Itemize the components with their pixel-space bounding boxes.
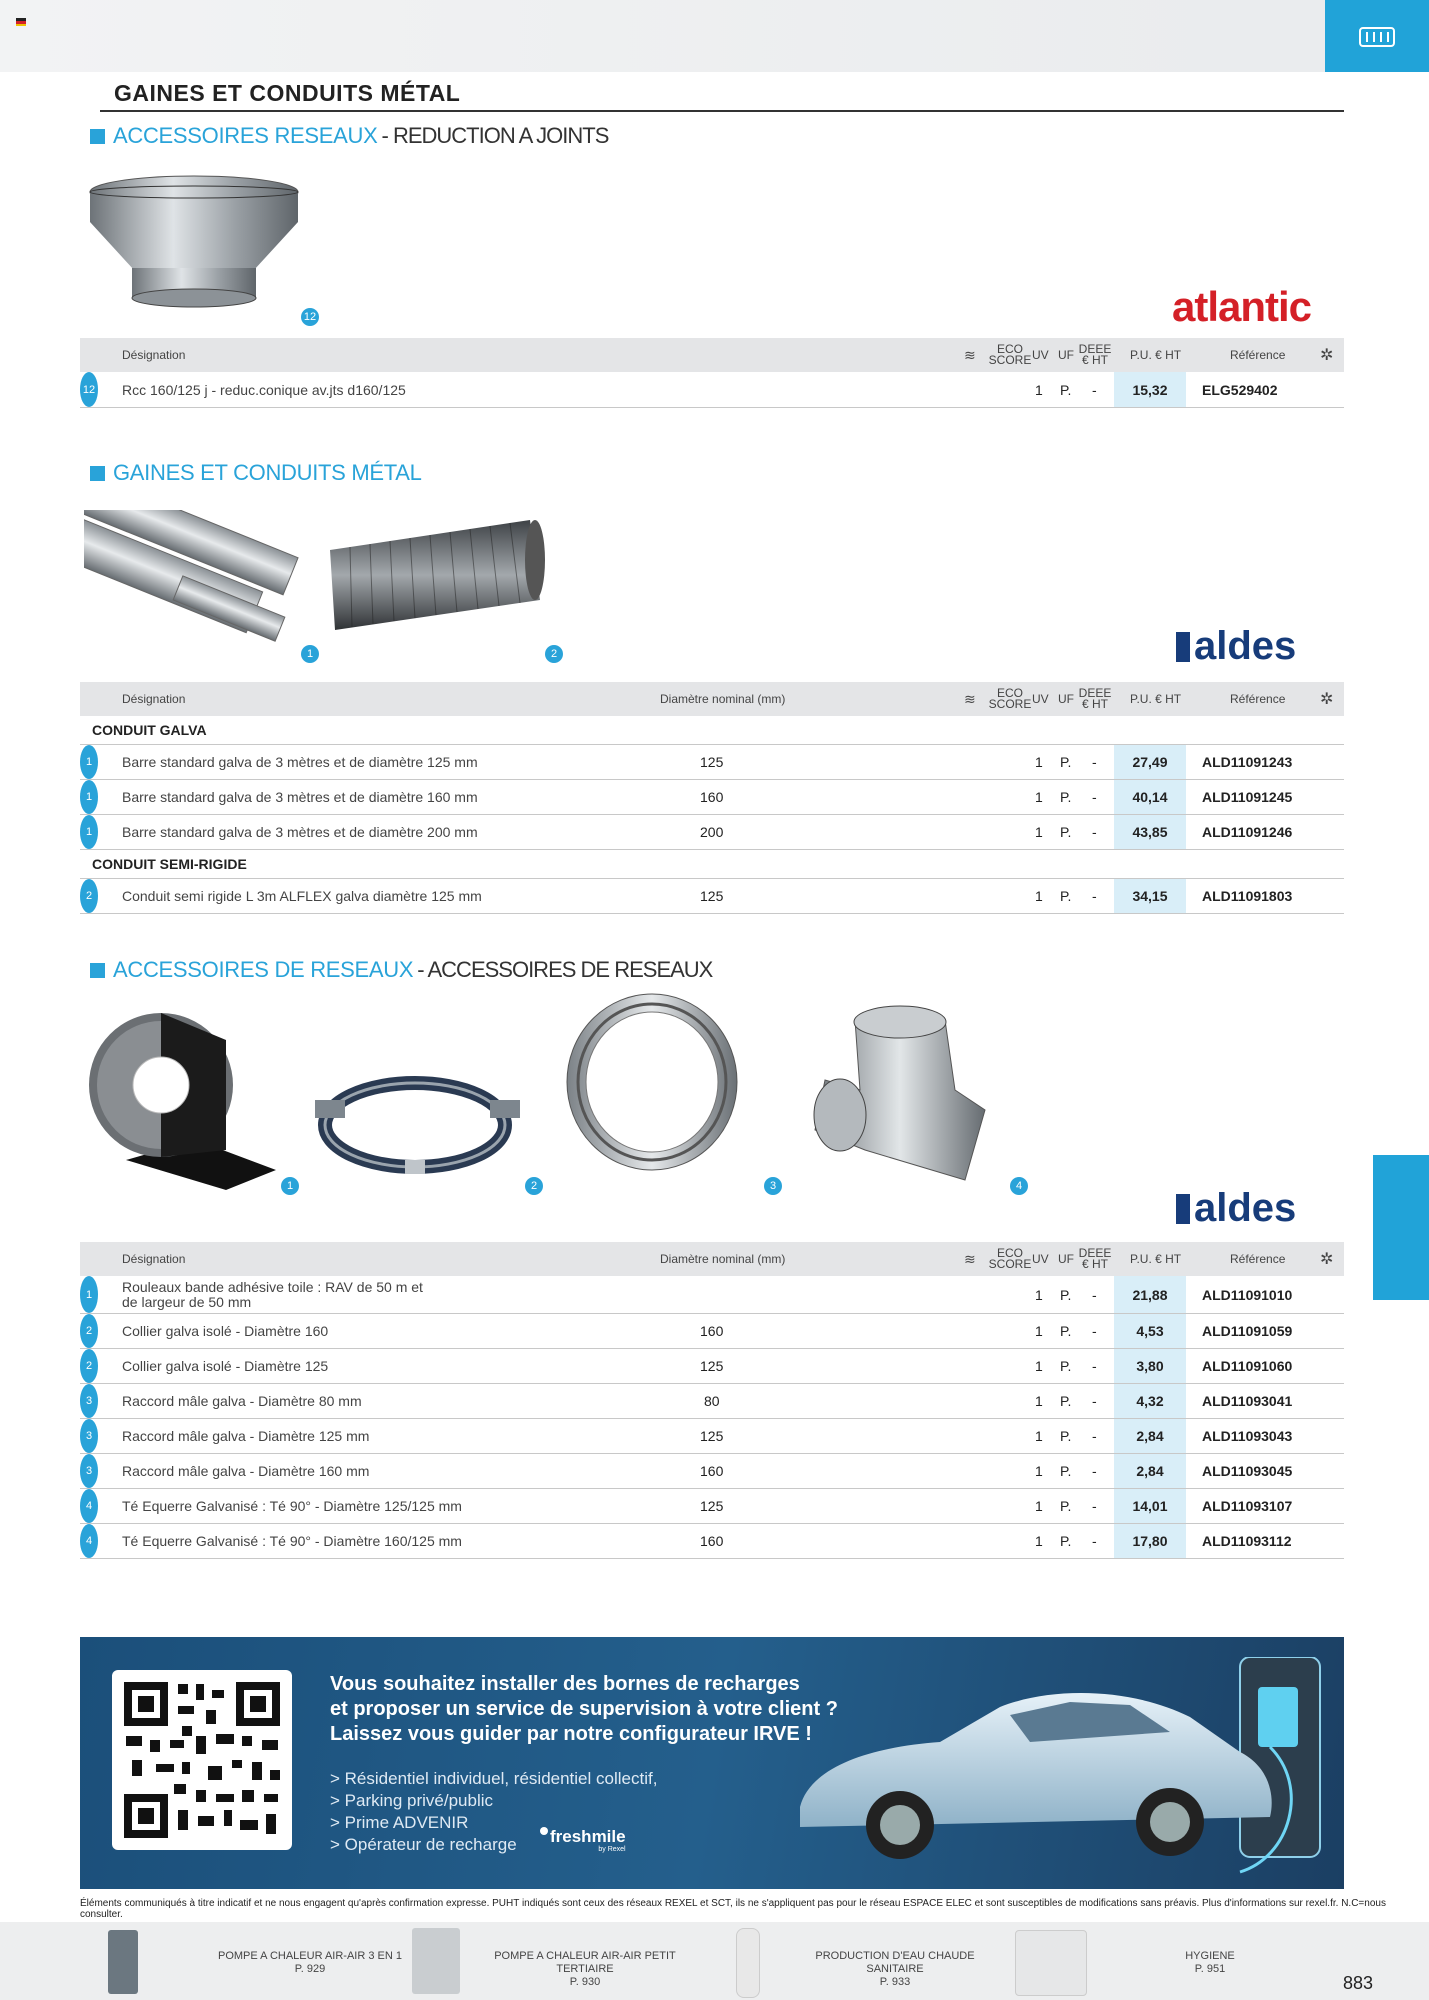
section3-title: ACCESSOIRES DE RESEAUX bbox=[113, 957, 414, 982]
row-diam: 80 bbox=[704, 1393, 720, 1409]
row-designation: Té Equerre Galvanisé : Té 90° - Diamètre 160/125 mm bbox=[122, 1533, 462, 1549]
section2-title: GAINES ET CONDUITS MÉTAL bbox=[113, 460, 422, 485]
wifi-icon: ≋ bbox=[964, 346, 976, 363]
table-row[interactable] bbox=[80, 1384, 1344, 1419]
col-deee: DEEE € HT bbox=[1078, 1246, 1112, 1271]
row-designation: Barre standard galva de 3 mètres et de diamètre 160 mm bbox=[122, 789, 478, 805]
row-ref[interactable]: ALD11091245 bbox=[1202, 789, 1293, 805]
row-price: 14,01 bbox=[1114, 1489, 1186, 1523]
row-diam: 125 bbox=[700, 1358, 724, 1374]
row-uf: P. bbox=[1060, 888, 1072, 904]
qr-code-pattern bbox=[112, 1670, 292, 1850]
table-header bbox=[80, 1242, 1344, 1276]
tee-image bbox=[805, 1000, 1005, 1190]
row-price: 3,80 bbox=[1114, 1349, 1186, 1383]
row-diam: 125 bbox=[700, 888, 724, 904]
top-bar bbox=[0, 0, 1429, 72]
freshmile-logo-text: freshmile bbox=[550, 1827, 626, 1846]
row-designation: Collier galva isolé - Diamètre 125 bbox=[122, 1358, 329, 1374]
banner-bullet: > Parking privé/public bbox=[330, 1791, 494, 1810]
row-uv: 1 bbox=[1035, 1463, 1043, 1479]
row-badge: 2 bbox=[80, 879, 98, 913]
col-pu: P.U. € HT bbox=[1130, 692, 1182, 706]
col-uv: UV bbox=[1032, 348, 1049, 362]
collar-image bbox=[310, 1070, 525, 1190]
footer-link-label: POMPE A CHALEUR AIR-AIR PETIT TERTIAIRE bbox=[494, 1950, 676, 1975]
row-designation: Raccord mâle galva - Diamètre 80 mm bbox=[122, 1393, 362, 1409]
row-designation: Raccord mâle galva - Diamètre 125 mm bbox=[122, 1428, 370, 1444]
row-uf: P. bbox=[1060, 1498, 1072, 1514]
freshmile-logo bbox=[540, 1827, 626, 1853]
row-uf: P. bbox=[1060, 381, 1072, 398]
row-ref[interactable]: ALD11091060 bbox=[1202, 1358, 1293, 1374]
row-uv: 1 bbox=[1035, 1498, 1043, 1514]
row-deee: - bbox=[1092, 1323, 1097, 1339]
banner-line-1: Vous souhaitez installer des bornes de recharges bbox=[330, 1673, 800, 1695]
section2-heading bbox=[90, 460, 422, 486]
col-pu: P.U. € HT bbox=[1130, 1252, 1182, 1266]
col-eco: ECO SCORE bbox=[988, 1246, 1032, 1271]
row-price: 4,53 bbox=[1114, 1314, 1186, 1348]
row-ref[interactable]: ALD11091803 bbox=[1202, 888, 1293, 904]
image-badge: 2 bbox=[525, 1177, 543, 1195]
image-badge: 4 bbox=[1010, 1177, 1028, 1195]
row-deee: - bbox=[1092, 1463, 1097, 1479]
row-diam: 125 bbox=[700, 754, 724, 770]
col-diam: Diamètre nominal (mm) bbox=[660, 692, 786, 706]
col-eco: ECO SCORE bbox=[988, 686, 1032, 711]
section1-heading bbox=[90, 123, 608, 149]
row-price: 15,32 bbox=[1114, 372, 1186, 407]
banner-line-2: et proposer un service de supervision à votre client ? bbox=[330, 1698, 838, 1720]
flex-conduit-image bbox=[330, 520, 545, 635]
freshmile-logo-sub: by Rexel bbox=[598, 1846, 626, 1853]
table-header bbox=[80, 338, 1344, 372]
gear-icon[interactable]: ✲ bbox=[1320, 691, 1334, 708]
footer-link-3[interactable] bbox=[790, 1950, 1000, 1989]
footer-thumb-3[interactable] bbox=[736, 1928, 760, 1998]
col-uv: UV bbox=[1032, 692, 1049, 706]
footer-thumb-4[interactable] bbox=[1015, 1930, 1087, 1996]
row-price: 21,88 bbox=[1114, 1276, 1186, 1313]
row-designation: Té Equerre Galvanisé : Té 90° - Diamètre 125/125 mm bbox=[122, 1498, 462, 1514]
banner-line-3: Laissez vous guider par notre configurateur IRVE ! bbox=[330, 1723, 812, 1745]
row-badge: 2 bbox=[80, 1314, 98, 1348]
footer-link-page: P. 933 bbox=[879, 1976, 911, 1988]
row-ref[interactable]: ALD11091059 bbox=[1202, 1323, 1293, 1339]
category-label: CONDUIT SEMI-RIGIDE bbox=[92, 856, 247, 872]
col-designation: Désignation bbox=[122, 692, 186, 706]
row-designation: Barre standard galva de 3 mètres et de diamètre 200 mm bbox=[122, 824, 478, 840]
row-deee: - bbox=[1092, 381, 1097, 398]
table-row[interactable] bbox=[80, 879, 1344, 914]
image-badge: 12 bbox=[301, 308, 319, 326]
section1-title: ACCESSOIRES RESEAUX bbox=[113, 123, 378, 148]
row-designation: Raccord mâle galva - Diamètre 160 mm bbox=[122, 1463, 370, 1479]
row-designation: Conduit semi rigide L 3m ALFLEX galva diamètre 125 mm bbox=[122, 888, 482, 904]
footer-link-2[interactable] bbox=[480, 1950, 690, 1989]
row-price: 43,85 bbox=[1114, 815, 1186, 849]
col-ref: Référence bbox=[1230, 348, 1286, 362]
banner-bullet: > Résidentiel individuel, résidentiel collectif, bbox=[330, 1769, 658, 1788]
electric-car-image bbox=[770, 1657, 1340, 1887]
row-designation: Barre standard galva de 3 mètres et de diamètre 125 mm bbox=[122, 754, 478, 770]
aldes-logo bbox=[1176, 624, 1296, 669]
col-deee: DEEE € HT bbox=[1078, 342, 1112, 367]
row-ref[interactable]: ALD11093112 bbox=[1202, 1533, 1292, 1549]
reducer-image bbox=[84, 170, 304, 315]
page-title: GAINES ET CONDUITS MÉTAL bbox=[114, 80, 461, 106]
row-badge: 4 bbox=[80, 1524, 98, 1558]
table-row[interactable] bbox=[80, 1454, 1344, 1489]
row-price: 34,15 bbox=[1114, 879, 1186, 913]
row-uf: P. bbox=[1060, 1358, 1072, 1374]
row-ref[interactable]: ALD11093107 bbox=[1202, 1498, 1293, 1514]
image-badge: 3 bbox=[764, 1177, 782, 1195]
row-uv: 1 bbox=[1035, 888, 1043, 904]
gear-icon[interactable]: ✲ bbox=[1320, 1251, 1334, 1268]
cart-icon bbox=[1357, 22, 1397, 52]
row-ref[interactable]: ALD11091243 bbox=[1202, 754, 1293, 770]
footer-link-label: PRODUCTION D'EAU CHAUDE SANITAIRE bbox=[815, 1950, 975, 1975]
row-deee: - bbox=[1092, 1498, 1097, 1514]
row-uf: P. bbox=[1060, 824, 1072, 840]
row-price: 2,84 bbox=[1114, 1454, 1186, 1488]
row-ref[interactable]: ALD11091246 bbox=[1202, 824, 1293, 840]
gear-icon[interactable]: ✲ bbox=[1320, 347, 1334, 364]
row-badge: 1 bbox=[80, 780, 98, 814]
footer-link-label: POMPE A CHALEUR AIR-AIR 3 EN 1 bbox=[217, 1950, 402, 1962]
row-diam: 160 bbox=[700, 1323, 724, 1339]
footer-thumb-2[interactable] bbox=[412, 1928, 460, 1994]
row-uf: P. bbox=[1060, 1463, 1072, 1479]
footer-thumb-1[interactable] bbox=[108, 1930, 138, 1994]
row-ref[interactable]: ALD11093041 bbox=[1202, 1393, 1293, 1409]
table-row[interactable] bbox=[80, 815, 1344, 850]
wifi-icon: ≋ bbox=[964, 690, 976, 707]
table-row[interactable] bbox=[80, 1276, 1344, 1314]
row-diam: 200 bbox=[700, 824, 724, 840]
aldes-logo-text: aldes bbox=[1194, 624, 1297, 668]
qr-code[interactable] bbox=[112, 1670, 292, 1850]
wifi-icon: ≋ bbox=[964, 1250, 976, 1267]
col-deee: DEEE € HT bbox=[1078, 686, 1112, 711]
row-ref[interactable]: ALD11091010 bbox=[1202, 1286, 1293, 1303]
image-badge: 1 bbox=[301, 645, 319, 663]
col-uf: UF bbox=[1058, 692, 1074, 706]
row-uv: 1 bbox=[1035, 1393, 1043, 1409]
row-deee: - bbox=[1092, 1393, 1097, 1409]
row-ref[interactable]: ALD11093045 bbox=[1202, 1463, 1293, 1479]
flag-icon bbox=[16, 18, 26, 26]
row-badge: 3 bbox=[80, 1419, 98, 1453]
side-tab[interactable] bbox=[1373, 1155, 1429, 1300]
row-price: 40,14 bbox=[1114, 780, 1186, 814]
row-badge: 1 bbox=[80, 745, 98, 779]
table-row[interactable] bbox=[80, 372, 1344, 408]
col-uf: UF bbox=[1058, 348, 1074, 362]
table-row[interactable] bbox=[80, 1314, 1344, 1349]
row-uv: 1 bbox=[1035, 1428, 1043, 1444]
row-diam: 160 bbox=[700, 1463, 724, 1479]
row-uf: P. bbox=[1060, 754, 1072, 770]
table-row[interactable] bbox=[80, 1419, 1344, 1454]
row-uf: P. bbox=[1060, 1323, 1072, 1339]
row-uv: 1 bbox=[1035, 1286, 1043, 1303]
row-designation: Rcc 160/125 j - reduc.conique av.jts d160/125 bbox=[122, 381, 406, 398]
row-deee: - bbox=[1092, 754, 1097, 770]
row-price: 27,49 bbox=[1114, 745, 1186, 779]
freshmile-dot-icon bbox=[540, 1827, 548, 1835]
col-diam: Diamètre nominal (mm) bbox=[660, 1252, 786, 1266]
galva-pipes-image bbox=[84, 510, 304, 645]
row-deee: - bbox=[1092, 1286, 1097, 1303]
male-connector-image bbox=[560, 990, 745, 1175]
row-deee: - bbox=[1092, 1428, 1097, 1444]
category-row bbox=[80, 850, 1344, 879]
col-ref: Référence bbox=[1230, 1252, 1286, 1266]
row-price: 17,80 bbox=[1114, 1524, 1186, 1558]
row-badge: 3 bbox=[80, 1454, 98, 1488]
table-row[interactable] bbox=[80, 1524, 1344, 1559]
col-designation: Désignation bbox=[122, 1252, 186, 1266]
col-pu: P.U. € HT bbox=[1130, 348, 1182, 362]
row-badge: 1 bbox=[80, 1276, 98, 1313]
col-eco: ECO SCORE bbox=[988, 342, 1032, 367]
row-uf: P. bbox=[1060, 1393, 1072, 1409]
aldes-logo-text: aldes bbox=[1194, 1186, 1297, 1230]
row-badge: 3 bbox=[80, 1384, 98, 1418]
footer-link-label: HYGIENE bbox=[1185, 1950, 1235, 1962]
category-tab[interactable] bbox=[1325, 0, 1429, 72]
footer-link-page: P. 929 bbox=[294, 1963, 326, 1975]
atlantic-logo: atlantic bbox=[1172, 283, 1312, 330]
row-uv: 1 bbox=[1035, 1358, 1043, 1374]
table-row[interactable] bbox=[80, 780, 1344, 815]
row-uv: 1 bbox=[1035, 754, 1043, 770]
row-deee: - bbox=[1092, 824, 1097, 840]
row-badge: 4 bbox=[80, 1489, 98, 1523]
title-rule bbox=[100, 110, 1344, 112]
page-number: 883 bbox=[1342, 1973, 1373, 1993]
irve-banner[interactable] bbox=[80, 1637, 1344, 1889]
table-row[interactable] bbox=[80, 1349, 1344, 1384]
footer-link-page: P. 930 bbox=[569, 1976, 601, 1988]
row-ref[interactable]: ELG529402 bbox=[1202, 381, 1278, 398]
banner-bullet: > Opérateur de recharge bbox=[330, 1835, 517, 1854]
row-uv: 1 bbox=[1035, 381, 1043, 398]
section1-subtitle: - REDUCTION A JOINTS bbox=[381, 123, 609, 148]
row-price: 4,32 bbox=[1114, 1384, 1186, 1418]
row-ref[interactable]: ALD11093043 bbox=[1202, 1428, 1293, 1444]
row-deee: - bbox=[1092, 1358, 1097, 1374]
image-badge: 1 bbox=[281, 1177, 299, 1195]
footer-link-4[interactable] bbox=[1160, 1950, 1260, 1976]
row-diam: 125 bbox=[700, 1498, 724, 1514]
legal-footnote: Éléments communiqués à titre indicatif et ne nous engagent qu'après confirmation expresse. PUHT indiqués sont ceux des réseaux REXEL et SCT, ils ne s'appliquent pas pour le réseau ESPACE ELEC et sont susceptibles de modifications sans préavis. Plus d'informations sur rexel.fr. N.C=nous consulter. bbox=[80, 1898, 1386, 1920]
row-uf: P. bbox=[1060, 1286, 1072, 1303]
table-row[interactable] bbox=[80, 1489, 1344, 1524]
col-uf: UF bbox=[1058, 1252, 1074, 1266]
row-diam: 160 bbox=[700, 789, 724, 805]
section3-heading bbox=[90, 957, 712, 983]
col-ref: Référence bbox=[1230, 692, 1286, 706]
row-designation: Collier galva isolé - Diamètre 160 bbox=[122, 1323, 329, 1339]
row-uf: P. bbox=[1060, 1428, 1072, 1444]
row-badge: 12 bbox=[80, 372, 98, 407]
tape-roll-image bbox=[86, 1000, 286, 1195]
row-uv: 1 bbox=[1035, 824, 1043, 840]
banner-bullet: > Prime ADVENIR bbox=[330, 1813, 469, 1832]
image-badge: 2 bbox=[545, 645, 563, 663]
row-deee: - bbox=[1092, 789, 1097, 805]
row-uf: P. bbox=[1060, 1533, 1072, 1549]
footer-link-1[interactable] bbox=[195, 1950, 425, 1976]
section3-subtitle: - ACCESSOIRES DE RESEAUX bbox=[417, 957, 713, 982]
row-badge: 2 bbox=[80, 1349, 98, 1383]
row-diam: 160 bbox=[700, 1533, 724, 1549]
col-designation: Désignation bbox=[122, 348, 186, 362]
row-uf: P. bbox=[1060, 789, 1072, 805]
row-deee: - bbox=[1092, 1533, 1097, 1549]
row-designation: Rouleaux bande adhésive toile : RAV de 50 m et de largeur de 50 mm bbox=[122, 1278, 423, 1310]
row-uv: 1 bbox=[1035, 1323, 1043, 1339]
category-row bbox=[80, 716, 1344, 745]
row-uv: 1 bbox=[1035, 1533, 1043, 1549]
col-uv: UV bbox=[1032, 1252, 1049, 1266]
row-price: 2,84 bbox=[1114, 1419, 1186, 1453]
row-badge: 1 bbox=[80, 815, 98, 849]
row-deee: - bbox=[1092, 888, 1097, 904]
aldes-logo bbox=[1176, 1186, 1296, 1231]
table-row[interactable] bbox=[80, 745, 1344, 780]
row-diam: 125 bbox=[700, 1428, 724, 1444]
footer-link-page: P. 951 bbox=[1194, 1963, 1226, 1975]
table-header bbox=[80, 682, 1344, 716]
row-uv: 1 bbox=[1035, 789, 1043, 805]
category-label: CONDUIT GALVA bbox=[92, 722, 207, 738]
